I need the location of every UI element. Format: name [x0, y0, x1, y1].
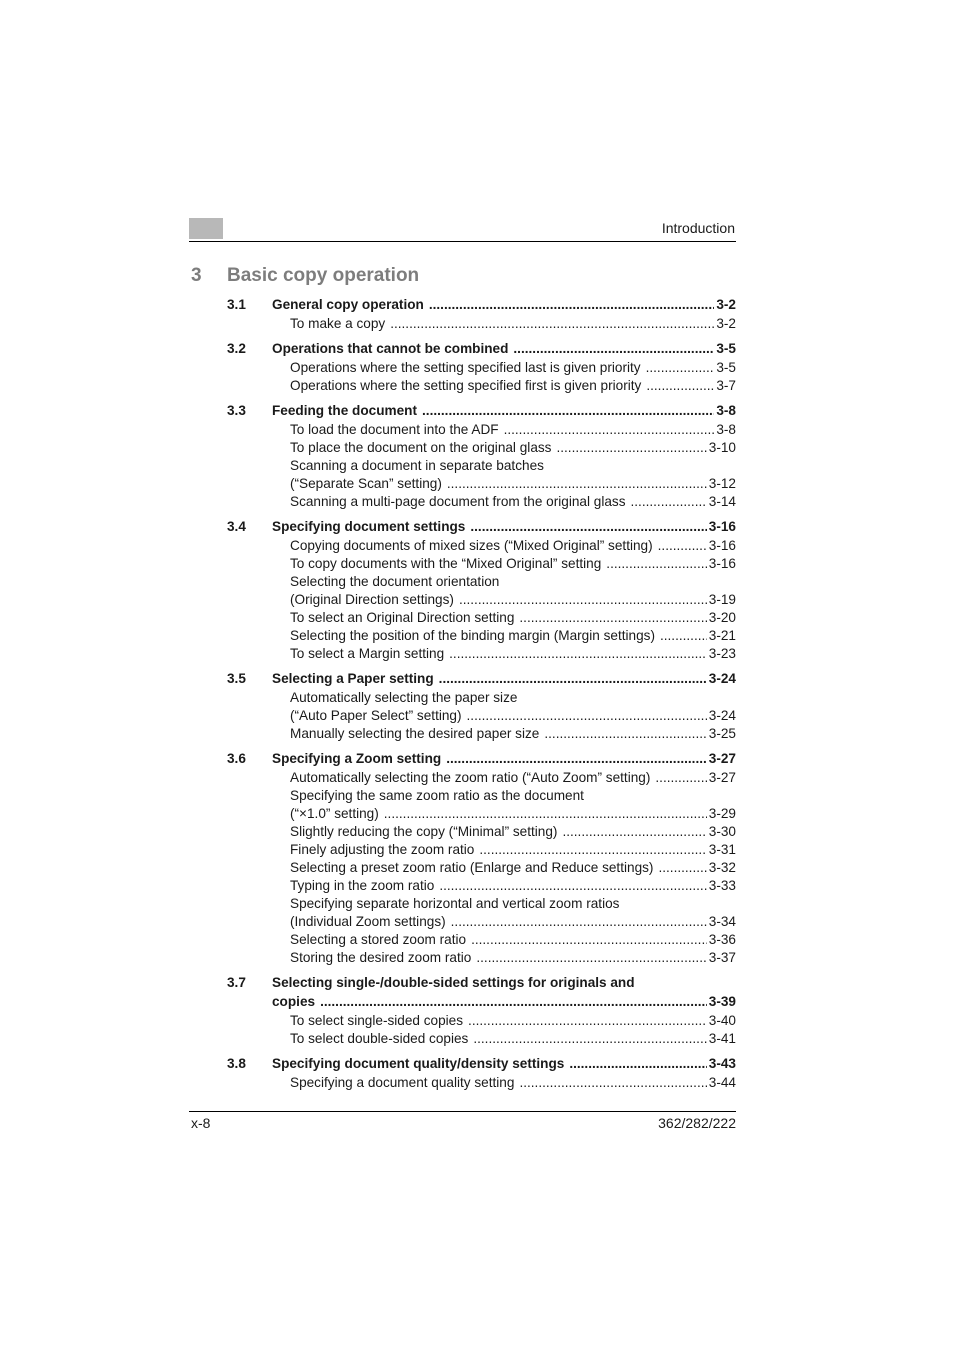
toc-item-title: (Individual Zoom settings) [290, 914, 446, 929]
chapter-number: 3 [191, 265, 202, 286]
dot-leader [556, 439, 706, 457]
toc-item-title: Selecting a stored zoom ratio [290, 932, 467, 947]
toc-section-entry[interactable] [227, 518, 736, 536]
toc-item-title: Finely adjusting the zoom ratio [290, 842, 475, 857]
toc-item-page-number: 3-7 [716, 378, 736, 393]
toc-item[interactable] [227, 627, 736, 645]
toc-item-title: Manually selecting the desired paper size [290, 726, 540, 741]
toc-item[interactable] [227, 841, 736, 859]
toc-item[interactable] [227, 859, 736, 877]
toc-section-entry[interactable] [227, 1055, 736, 1073]
toc-item-title: Automatically selecting the zoom ratio (“Auto Zoom” setting) [290, 770, 651, 785]
dot-leader [439, 877, 706, 895]
toc-item-title: Specifying separate horizontal and vertical zoom ratios [290, 896, 620, 911]
table-of-contents [227, 296, 736, 1099]
section-title: Specifying document quality/density settings [272, 1056, 565, 1071]
dot-leader [429, 296, 715, 314]
section-number: 3.5 [227, 671, 246, 686]
section-page-number: 3-5 [716, 341, 736, 356]
toc-item[interactable] [227, 769, 736, 787]
toc-item-page-number: 3-24 [708, 708, 736, 723]
toc-item-page-number: 3-40 [708, 1013, 736, 1028]
section-page-number: 3-8 [716, 403, 736, 418]
toc-section [227, 1055, 736, 1092]
toc-item-page-number: 3-33 [708, 878, 736, 893]
toc-item-title: (“Auto Paper Select” setting) [290, 708, 462, 723]
dot-leader [504, 421, 715, 439]
section-title: Selecting a Paper setting [272, 671, 434, 686]
toc-item[interactable] [227, 787, 736, 805]
header-tab-block [189, 218, 223, 239]
dot-leader [384, 805, 707, 823]
running-header-title: Introduction [661, 220, 735, 236]
section-number: 3.1 [227, 297, 246, 312]
toc-item[interactable] [227, 689, 736, 707]
chapter-title: Basic copy operation [227, 265, 420, 286]
toc-item-title: Selecting the position of the binding margin (Margin settings) [290, 628, 655, 643]
dot-leader [439, 670, 707, 688]
toc-item-title: Copying documents of mixed sizes (“Mixed Original” setting) [290, 538, 653, 553]
toc-item-title: Slightly reducing the copy (“Minimal” setting) [290, 824, 558, 839]
section-page-number: 3-43 [708, 1056, 736, 1071]
toc-section [227, 340, 736, 395]
toc-item-title: Scanning a multi-page document from the original glass [290, 494, 626, 509]
section-number: 3.3 [227, 403, 246, 418]
section-page-number: 3-2 [716, 297, 736, 312]
toc-item-page-number: 3-30 [708, 824, 736, 839]
toc-section-entry[interactable] [227, 974, 736, 992]
toc-item-page-number: 3-25 [708, 726, 736, 741]
toc-item[interactable] [227, 359, 736, 377]
toc-item[interactable] [227, 877, 736, 895]
toc-item-page-number: 3-8 [716, 422, 736, 437]
dot-leader [447, 475, 707, 493]
toc-item-page-number: 3-14 [708, 494, 736, 509]
toc-section [227, 296, 736, 333]
section-title: Specifying a Zoom setting [272, 751, 442, 766]
toc-item[interactable] [227, 707, 736, 725]
section-number: 3.2 [227, 341, 246, 356]
dot-leader [658, 859, 706, 877]
toc-item-title: Selecting the document orientation [290, 574, 500, 589]
toc-item[interactable] [227, 931, 736, 949]
dot-leader [446, 750, 707, 768]
toc-item[interactable] [227, 913, 736, 931]
page-number: x-8 [191, 1115, 211, 1131]
toc-item-title: To select double-sided copies [290, 1031, 469, 1046]
section-page-number: 3-39 [708, 994, 736, 1009]
toc-item-page-number: 3-31 [708, 842, 736, 857]
toc-item-title: Storing the desired zoom ratio [290, 950, 472, 965]
toc-item[interactable] [227, 573, 736, 591]
toc-item-title: Automatically selecting the paper size [290, 690, 518, 705]
toc-item-title: To place the document on the original glass [290, 440, 552, 455]
toc-item-page-number: 3-23 [708, 646, 736, 661]
toc-item-title: (Original Direction settings) [290, 592, 454, 607]
section-title: copies [272, 994, 316, 1009]
toc-item-title: To select an Original Direction setting [290, 610, 515, 625]
dot-leader [471, 931, 707, 949]
dot-leader [655, 769, 706, 787]
toc-section [227, 750, 736, 967]
toc-item-page-number: 3-16 [708, 538, 736, 553]
toc-section-entry[interactable] [227, 296, 736, 314]
dot-leader [569, 1055, 706, 1073]
toc-section-entry[interactable] [227, 402, 736, 420]
toc-item[interactable] [227, 823, 736, 841]
dot-leader [519, 1074, 706, 1092]
toc-item-title: To copy documents with the “Mixed Original” setting [290, 556, 602, 571]
dot-leader [519, 609, 706, 627]
dot-leader [631, 493, 707, 511]
toc-item-page-number: 3-21 [708, 628, 736, 643]
section-page-number: 3-27 [708, 751, 736, 766]
toc-item[interactable] [227, 949, 736, 967]
toc-item[interactable] [227, 555, 736, 573]
toc-item[interactable] [227, 1012, 736, 1030]
dot-leader [660, 627, 707, 645]
dot-leader [470, 518, 706, 536]
dot-leader [476, 949, 706, 967]
toc-section [227, 402, 736, 511]
dot-leader [544, 725, 706, 743]
toc-item-page-number: 3-27 [708, 770, 736, 785]
chapter-heading [191, 265, 419, 287]
dot-leader [451, 913, 707, 931]
section-title: Operations that cannot be combined [272, 341, 509, 356]
toc-item[interactable] [227, 725, 736, 743]
dot-leader [320, 993, 707, 1011]
toc-item-title: To make a copy [290, 316, 386, 331]
toc-item[interactable] [227, 377, 736, 395]
toc-item-title: To load the document into the ADF [290, 422, 499, 437]
toc-item-page-number: 3-29 [708, 806, 736, 821]
toc-section-entry[interactable] [227, 993, 736, 1011]
toc-item[interactable] [227, 895, 736, 913]
toc-item-title: To select single-sided copies [290, 1013, 464, 1028]
toc-item-page-number: 3-41 [708, 1031, 736, 1046]
toc-section-entry[interactable] [227, 340, 736, 358]
toc-item-page-number: 3-34 [708, 914, 736, 929]
toc-item-title: Selecting a preset zoom ratio (Enlarge and Reduce settings) [290, 860, 654, 875]
toc-item[interactable] [227, 421, 736, 439]
dot-leader [422, 402, 714, 420]
dot-leader [646, 359, 715, 377]
toc-item-page-number: 3-36 [708, 932, 736, 947]
toc-item-title: To select a Margin setting [290, 646, 445, 661]
toc-section-entry[interactable] [227, 750, 736, 768]
dot-leader [449, 645, 707, 663]
toc-item[interactable] [227, 645, 736, 663]
dot-leader [473, 1030, 706, 1048]
dot-leader [390, 315, 714, 333]
section-number: 3.6 [227, 751, 246, 766]
dot-leader [646, 377, 714, 395]
footer-rule [189, 1111, 736, 1112]
section-number: 3.8 [227, 1056, 246, 1071]
toc-item-title: Specifying the same zoom ratio as the document [290, 788, 584, 803]
toc-item-page-number: 3-10 [708, 440, 736, 455]
section-title: Feeding the document [272, 403, 418, 418]
dot-leader [459, 591, 707, 609]
toc-item-title: Operations where the setting specified last is given priority [290, 360, 641, 375]
toc-item[interactable] [227, 1030, 736, 1048]
toc-item-page-number: 3-5 [716, 360, 736, 375]
section-title: Specifying document settings [272, 519, 466, 534]
toc-item-title: Specifying a document quality setting [290, 1075, 515, 1090]
toc-item-title: Operations where the setting specified first is given priority [290, 378, 642, 393]
toc-item-page-number: 3-2 [716, 316, 736, 331]
toc-item-title: Scanning a document in separate batches [290, 458, 544, 473]
toc-item[interactable] [227, 537, 736, 555]
dot-leader [479, 841, 706, 859]
toc-item[interactable] [227, 609, 736, 627]
dot-leader [562, 823, 706, 841]
dot-leader [658, 537, 707, 555]
dot-leader [513, 340, 714, 358]
toc-item-page-number: 3-12 [708, 476, 736, 491]
toc-item[interactable] [227, 591, 736, 609]
toc-section [227, 670, 736, 743]
toc-item-title: Typing in the zoom ratio [290, 878, 435, 893]
dot-leader [606, 555, 706, 573]
header-rule [189, 241, 736, 242]
section-title: Selecting single-/double-sided settings for originals and [272, 975, 635, 990]
section-page-number: 3-24 [708, 671, 736, 686]
toc-item[interactable] [227, 1074, 736, 1092]
section-page-number: 3-16 [708, 519, 736, 534]
section-title: General copy operation [272, 297, 424, 312]
toc-item-title: (“Separate Scan” setting) [290, 476, 442, 491]
toc-item-page-number: 3-20 [708, 610, 736, 625]
toc-item[interactable] [227, 475, 736, 493]
toc-section [227, 518, 736, 663]
model-numbers: 362/282/222 [658, 1115, 736, 1131]
toc-item-page-number: 3-19 [708, 592, 736, 607]
toc-item-page-number: 3-44 [708, 1075, 736, 1090]
toc-section-entry[interactable] [227, 670, 736, 688]
toc-item[interactable] [227, 439, 736, 457]
toc-item[interactable] [227, 493, 736, 511]
toc-item[interactable] [227, 805, 736, 823]
dot-leader [468, 1012, 707, 1030]
section-number: 3.7 [227, 975, 246, 990]
toc-item[interactable] [227, 315, 736, 333]
toc-item-page-number: 3-37 [708, 950, 736, 965]
toc-item-page-number: 3-16 [708, 556, 736, 571]
toc-item[interactable] [227, 457, 736, 475]
toc-item-page-number: 3-32 [708, 860, 736, 875]
section-number: 3.4 [227, 519, 246, 534]
dot-leader [467, 707, 707, 725]
toc-section [227, 974, 736, 1048]
toc-item-title: (“×1.0” setting) [290, 806, 379, 821]
